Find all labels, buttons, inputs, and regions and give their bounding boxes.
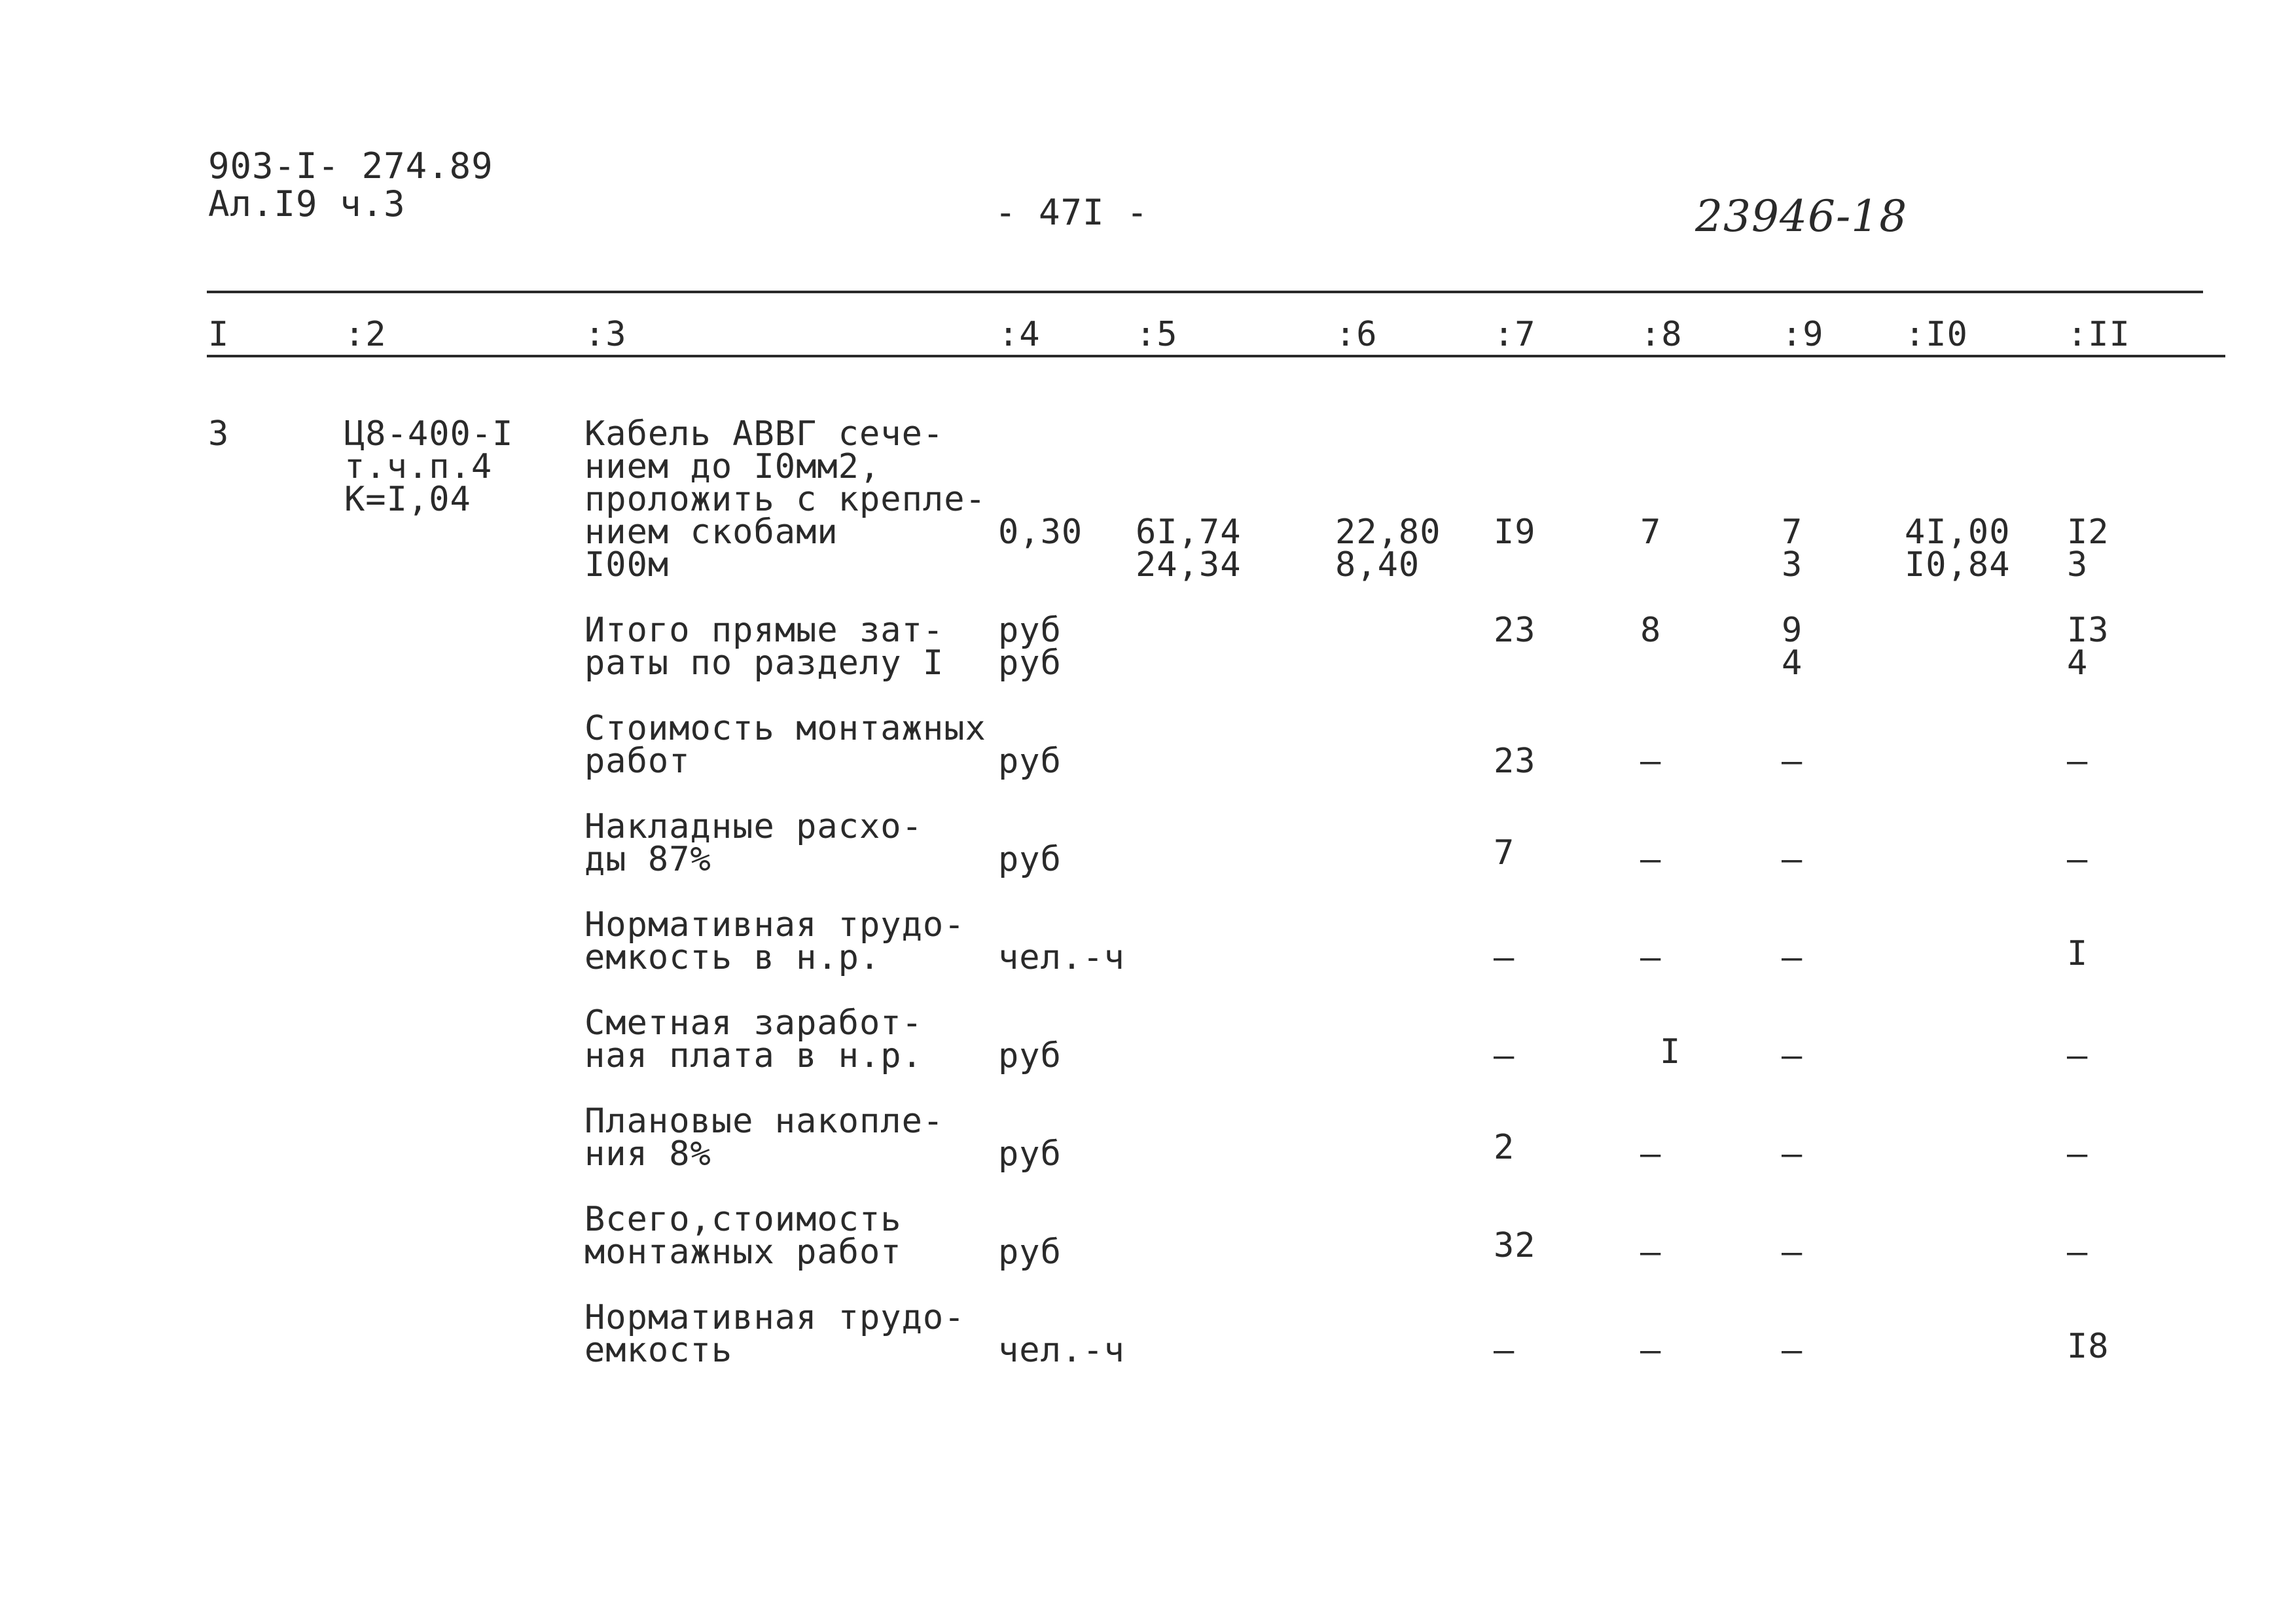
col10-value: 4I,00 I0,84 — [1905, 513, 2011, 585]
col8-value: 7 — [1640, 513, 1662, 552]
summary-unit: руб — [998, 1134, 1062, 1174]
summary-col7: – — [1494, 938, 1515, 977]
summary-col8: – — [1640, 1134, 1662, 1174]
summary-col7: – — [1494, 1331, 1515, 1370]
col11-value: I2 3 — [2067, 513, 2109, 585]
column-header: I — [208, 315, 230, 354]
unit-cost-aux: 22,80 8,40 — [1335, 513, 1441, 585]
page-number: - 47I - — [995, 192, 1149, 233]
summary-col9: – — [1782, 1134, 1803, 1174]
summary-col9: – — [1782, 1233, 1803, 1272]
top-rule — [207, 291, 2203, 293]
summary-col7: 7 — [1494, 833, 1515, 873]
summary-col7: 2 — [1494, 1128, 1515, 1167]
norm-code: Ц8-400-I т.ч.п.4 К=I,04 — [344, 414, 514, 519]
summary-col9: 9 4 — [1782, 611, 1803, 683]
summary-description: Нормативная трудо- емкость — [584, 1298, 965, 1370]
summary-unit: чел.-ч — [998, 1331, 1125, 1370]
quantity: 0,30 — [998, 513, 1083, 552]
summary-col11: – — [2067, 742, 2089, 781]
summary-col7: – — [1494, 1036, 1515, 1075]
summary-col9: – — [1782, 938, 1803, 977]
document-code: 903-I- 274.89 — [208, 145, 493, 187]
summary-col11: – — [2067, 840, 2089, 879]
summary-col8: 8 — [1640, 611, 1662, 650]
summary-description: Сметная заработ- ная плата в н.р. — [584, 1003, 923, 1075]
summary-col9: – — [1782, 1036, 1803, 1075]
column-header: :9 — [1782, 315, 1824, 354]
summary-col11: I — [2067, 934, 2089, 973]
summary-col11: I3 4 — [2067, 611, 2109, 683]
total-cost: I9 — [1494, 513, 1536, 552]
summary-description: Плановые накопле- ния 8% — [584, 1102, 944, 1174]
summary-description: Стоимость монтажных работ — [584, 709, 986, 781]
summary-col8: – — [1640, 742, 1662, 781]
summary-col8: – — [1640, 1233, 1662, 1272]
column-header: :I0 — [1905, 315, 1968, 354]
summary-col8: – — [1640, 840, 1662, 879]
column-header: :6 — [1335, 315, 1378, 354]
summary-col11: – — [2067, 1036, 2089, 1075]
summary-col7: 23 — [1494, 742, 1536, 781]
summary-col11: I8 — [2067, 1327, 2109, 1366]
summary-col9: – — [1782, 840, 1803, 879]
summary-unit: руб — [998, 840, 1062, 879]
unit-cost: 6I,74 24,34 — [1136, 513, 1242, 585]
column-header: :2 — [344, 315, 387, 354]
summary-description: Итого прямые зат- раты по разделу I — [584, 611, 944, 683]
summary-col11: – — [2067, 1134, 2089, 1174]
summary-description: Накладные расхо- ды 87% — [584, 807, 923, 879]
column-header: :3 — [584, 315, 627, 354]
summary-col9: – — [1782, 742, 1803, 781]
summary-col11: – — [2067, 1233, 2089, 1272]
summary-unit: чел.-ч — [998, 938, 1125, 977]
summary-col7: 32 — [1494, 1226, 1536, 1265]
col9-value: 7 3 — [1782, 513, 1803, 585]
summary-unit: руб — [998, 1036, 1062, 1075]
summary-col8: – — [1640, 1331, 1662, 1370]
summary-col8: I — [1660, 1032, 1681, 1072]
row-number: 3 — [208, 414, 230, 454]
column-header: :5 — [1136, 315, 1178, 354]
header-rule — [207, 355, 2225, 357]
column-header: :II — [2067, 315, 2130, 354]
summary-description: Всего,стоимость монтажных работ — [584, 1200, 902, 1272]
column-header: :4 — [998, 315, 1041, 354]
work-description: Кабель АВВГ сече- нием до I0мм2, проложить с крепле- нием скобами I00м — [584, 414, 986, 585]
summary-unit: руб руб — [998, 611, 1062, 683]
summary-unit: руб — [998, 742, 1062, 781]
summary-col9: – — [1782, 1331, 1803, 1370]
summary-unit: руб — [998, 1233, 1062, 1272]
summary-col8: – — [1640, 938, 1662, 977]
column-header: :7 — [1494, 315, 1536, 354]
column-header: :8 — [1640, 315, 1683, 354]
summary-description: Нормативная трудо- емкость в н.р. — [584, 905, 965, 977]
summary-col7: 23 — [1494, 611, 1536, 650]
album-reference: Ал.I9 ч.3 — [208, 183, 406, 225]
stamp-number: 23946-18 — [1695, 191, 1908, 242]
